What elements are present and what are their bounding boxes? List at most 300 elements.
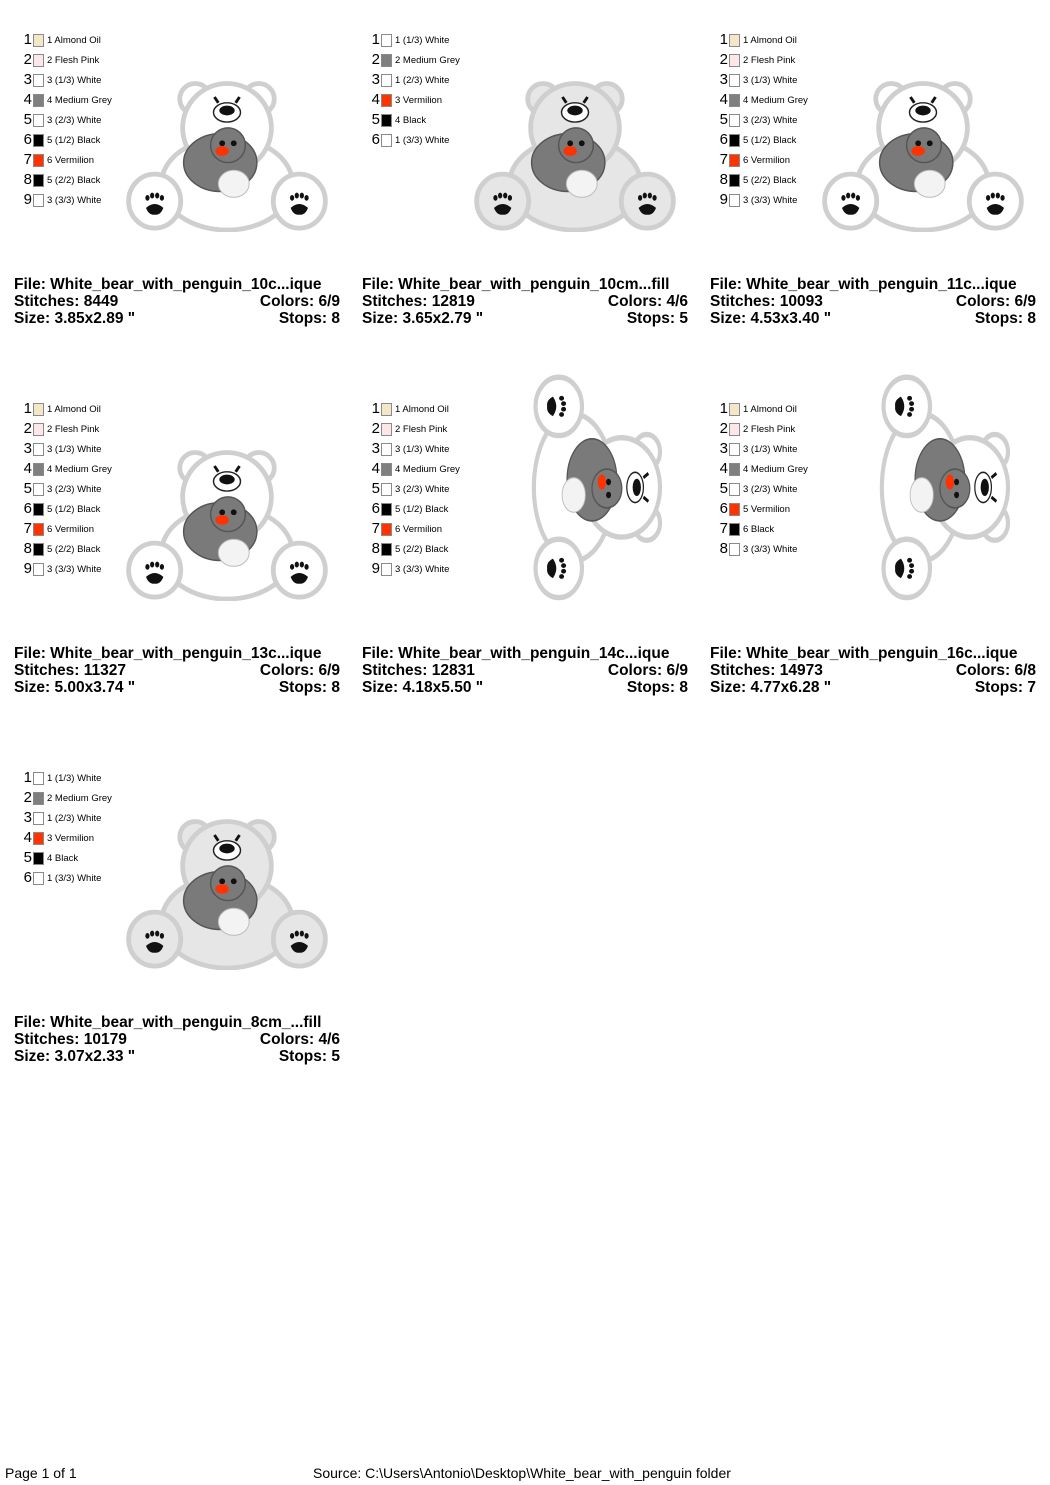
palette-index: 8 (23, 540, 32, 557)
bear-foot-left (477, 174, 529, 228)
color-swatch (729, 543, 740, 556)
thread-name: 1 Almond Oil (743, 403, 797, 415)
palette-row (366, 539, 460, 559)
stitch-count: Stitches: 12819 (362, 293, 475, 310)
thread-name: 1 Almond Oil (743, 34, 797, 46)
bear-penguin-design (129, 822, 326, 969)
thread-name: 3 (1/3) White (395, 443, 450, 455)
thread-name: 3 (2/3) White (47, 483, 102, 495)
color-count: Colors: 6/9 (607, 662, 688, 679)
penguin-belly (218, 170, 249, 197)
color-swatch (33, 483, 44, 496)
thread-name: 5 (1/2) Black (395, 503, 449, 515)
color-count: Colors: 6/9 (259, 662, 340, 679)
thread-name: 1 (1/3) White (47, 772, 102, 784)
palette-row (714, 419, 808, 439)
file-name: File: White_bear_with_penguin_8cm_...fill (14, 1014, 322, 1031)
palette-index: 1 (23, 769, 32, 786)
design-card (710, 399, 1040, 729)
design-card (14, 30, 344, 360)
color-swatch (33, 543, 44, 556)
palette-row (366, 50, 460, 70)
palette-index: 2 (371, 420, 380, 437)
thread-name: 2 Flesh Pink (47, 423, 100, 435)
palette-index: 2 (719, 51, 728, 68)
thread-name: 3 (3/3) White (47, 194, 102, 206)
color-swatch (381, 34, 392, 47)
thread-name: 5 Vermilion (743, 503, 790, 515)
palette-row (714, 439, 808, 459)
color-swatch (729, 34, 740, 47)
thread-name: 3 (1/3) White (743, 443, 798, 455)
palette-index: 7 (23, 151, 32, 168)
color-palette (18, 768, 112, 888)
thread-name: 1 Almond Oil (47, 403, 101, 415)
palette-row (714, 170, 808, 190)
palette-index: 6 (23, 131, 32, 148)
stitch-count: Stitches: 12831 (362, 662, 475, 679)
thread-name: 3 (2/3) White (743, 483, 798, 495)
thread-name: 2 Flesh Pink (743, 54, 796, 66)
palette-row (18, 190, 112, 210)
palette-index: 1 (719, 31, 728, 48)
palette-index: 6 (719, 500, 728, 517)
palette-row (714, 539, 808, 559)
thread-name: 3 (1/3) White (743, 74, 798, 86)
palette-index: 5 (371, 480, 380, 497)
thread-name: 1 (2/3) White (395, 74, 450, 86)
color-swatch (33, 94, 44, 107)
palette-index: 9 (23, 560, 32, 577)
design-info (14, 1014, 340, 1065)
palette-index: 5 (719, 480, 728, 497)
design-info (362, 645, 688, 696)
design-card (362, 30, 692, 360)
thread-name: 2 Medium Grey (47, 792, 112, 804)
palette-row (714, 150, 808, 170)
color-palette (714, 399, 808, 559)
color-count: Colors: 4/6 (259, 1031, 340, 1048)
design-size: Size: 4.53x3.40 " (710, 310, 832, 327)
palette-index: 4 (371, 460, 380, 477)
palette-index: 7 (23, 520, 32, 537)
color-palette (366, 30, 460, 150)
thread-name: 5 (1/2) Black (47, 503, 101, 515)
thread-name: 5 (2/2) Black (395, 543, 449, 555)
thread-name: 4 Medium Grey (743, 94, 808, 106)
stop-count: Stops: 5 (626, 310, 688, 327)
palette-index: 9 (23, 191, 32, 208)
palette-row (18, 768, 112, 788)
thread-name: 5 (1/2) Black (743, 134, 797, 146)
palette-row (18, 808, 112, 828)
color-swatch (33, 503, 44, 516)
palette-row (18, 50, 112, 70)
color-swatch (729, 423, 740, 436)
bear-nose (915, 106, 930, 116)
penguin-beak (946, 474, 954, 489)
bear-foot-right (273, 174, 325, 228)
palette-row (366, 399, 460, 419)
design-info (14, 276, 340, 327)
color-swatch (33, 563, 44, 576)
bear-nose (567, 106, 582, 116)
color-swatch (729, 54, 740, 67)
color-swatch (33, 852, 44, 865)
palette-row (714, 50, 808, 70)
color-swatch (33, 463, 44, 476)
palette-index: 2 (23, 420, 32, 437)
thread-name: 5 (1/2) Black (47, 134, 101, 146)
bear-foot-right (621, 174, 673, 228)
stitch-count: Stitches: 10179 (14, 1031, 127, 1048)
color-swatch (729, 74, 740, 87)
bear-penguin-design (534, 377, 660, 597)
palette-index: 6 (371, 131, 380, 148)
thread-name: 3 (2/3) White (47, 114, 102, 126)
palette-index: 1 (371, 400, 380, 417)
palette-index: 5 (23, 111, 32, 128)
color-swatch (381, 403, 392, 416)
thread-name: 6 Vermilion (47, 154, 94, 166)
stop-count: Stops: 8 (278, 310, 340, 327)
thread-name: 4 Medium Grey (743, 463, 808, 475)
palette-index: 4 (23, 460, 32, 477)
design-info (710, 276, 1036, 327)
palette-row (714, 519, 808, 539)
palette-index: 4 (23, 829, 32, 846)
thread-name: 2 Medium Grey (395, 54, 460, 66)
palette-row (366, 499, 460, 519)
palette-index: 4 (719, 91, 728, 108)
thread-name: 1 (3/3) White (47, 872, 102, 884)
color-palette (18, 399, 112, 579)
design-preview (470, 70, 680, 232)
palette-row (18, 130, 112, 150)
color-swatch (381, 523, 392, 536)
palette-index: 8 (719, 540, 728, 557)
color-swatch (729, 154, 740, 167)
palette-index: 2 (719, 420, 728, 437)
penguin-belly (562, 478, 585, 513)
penguin-beak (563, 146, 577, 156)
color-palette (366, 399, 460, 579)
color-swatch (33, 154, 44, 167)
color-palette (18, 30, 112, 210)
thread-name: 3 Vermilion (395, 94, 442, 106)
palette-row (366, 110, 460, 130)
color-swatch (381, 54, 392, 67)
thread-name: 6 Vermilion (47, 523, 94, 535)
palette-index: 6 (23, 500, 32, 517)
thread-name: 2 Flesh Pink (395, 423, 448, 435)
color-swatch (729, 443, 740, 456)
file-name: File: White_bear_with_penguin_16c...ique (710, 645, 1018, 662)
thread-name: 1 (3/3) White (395, 134, 450, 146)
palette-index: 6 (23, 869, 32, 886)
palette-row (18, 399, 112, 419)
penguin-beak (215, 515, 229, 525)
bear-foot-right (273, 912, 325, 966)
thread-name: 3 (3/3) White (47, 563, 102, 575)
stitch-count: Stitches: 14973 (710, 662, 823, 679)
design-preview (487, 369, 667, 605)
thread-name: 3 (1/3) White (47, 443, 102, 455)
palette-row (18, 539, 112, 559)
color-swatch (729, 483, 740, 496)
color-swatch (33, 194, 44, 207)
bear-foot-left (536, 377, 582, 435)
file-name: File: White_bear_with_penguin_10c...ique (14, 276, 322, 293)
bear-foot-left (825, 174, 877, 228)
bear-nose (219, 844, 234, 854)
color-swatch (381, 563, 392, 576)
design-size: Size: 4.18x5.50 " (362, 679, 484, 696)
palette-row (366, 559, 460, 579)
page-number: Page 1 of 1 (5, 1465, 77, 1481)
color-swatch (381, 463, 392, 476)
palette-row (714, 479, 808, 499)
palette-index: 3 (719, 71, 728, 88)
palette-row (18, 848, 112, 868)
thread-name: 3 (3/3) White (743, 543, 798, 555)
palette-row (366, 130, 460, 150)
design-card (362, 399, 692, 729)
palette-row (714, 110, 808, 130)
color-count: Colors: 6/9 (955, 293, 1036, 310)
palette-row (18, 868, 112, 888)
thread-name: 2 Flesh Pink (743, 423, 796, 435)
palette-index: 7 (719, 151, 728, 168)
color-swatch (381, 423, 392, 436)
palette-row (18, 170, 112, 190)
color-swatch (381, 74, 392, 87)
bear-foot-left (129, 174, 181, 228)
thread-name: 4 Medium Grey (47, 94, 112, 106)
bear-nose (633, 479, 641, 496)
color-swatch (729, 523, 740, 536)
palette-row (18, 70, 112, 90)
palette-index: 9 (719, 191, 728, 208)
bear-nose (219, 106, 234, 116)
palette-index: 4 (719, 460, 728, 477)
color-swatch (381, 94, 392, 107)
palette-row (366, 70, 460, 90)
design-preview (122, 808, 332, 970)
thread-name: 3 (3/3) White (743, 194, 798, 206)
thread-name: 3 (2/3) White (395, 483, 450, 495)
bear-foot-right (884, 539, 930, 597)
color-swatch (33, 812, 44, 825)
color-swatch (33, 423, 44, 436)
stitch-count: Stitches: 8449 (14, 293, 119, 310)
thread-name: 1 (1/3) White (395, 34, 450, 46)
palette-row (18, 419, 112, 439)
color-count: Colors: 6/9 (259, 293, 340, 310)
thread-name: 6 Vermilion (395, 523, 442, 535)
design-size: Size: 3.85x2.89 " (14, 310, 136, 327)
palette-index: 3 (371, 440, 380, 457)
palette-index: 3 (23, 809, 32, 826)
color-swatch (381, 483, 392, 496)
stop-count: Stops: 8 (278, 679, 340, 696)
thread-name: 1 Almond Oil (395, 403, 449, 415)
color-swatch (381, 443, 392, 456)
palette-row (714, 70, 808, 90)
palette-index: 8 (719, 171, 728, 188)
thread-name: 5 (2/2) Black (743, 174, 797, 186)
palette-row (18, 479, 112, 499)
penguin-belly (566, 170, 597, 197)
design-preview (122, 70, 332, 232)
palette-row (18, 828, 112, 848)
thread-name: 4 Black (395, 114, 427, 126)
palette-row (18, 499, 112, 519)
palette-row (18, 519, 112, 539)
palette-index: 1 (23, 31, 32, 48)
color-swatch (33, 772, 44, 785)
bear-penguin-design (129, 453, 326, 600)
color-swatch (33, 134, 44, 147)
color-swatch (381, 543, 392, 556)
palette-index: 3 (371, 71, 380, 88)
color-swatch (33, 872, 44, 885)
palette-index: 6 (371, 500, 380, 517)
design-card (710, 30, 1040, 360)
thread-name: 3 (2/3) White (743, 114, 798, 126)
design-size: Size: 3.65x2.79 " (362, 310, 484, 327)
color-swatch (33, 114, 44, 127)
palette-row (366, 419, 460, 439)
thread-name: 5 (2/2) Black (47, 174, 101, 186)
palette-index: 1 (719, 400, 728, 417)
palette-row (714, 399, 808, 419)
color-palette (714, 30, 808, 210)
palette-index: 5 (719, 111, 728, 128)
bear-foot-left (884, 377, 930, 435)
color-swatch (729, 174, 740, 187)
design-size: Size: 5.00x3.74 " (14, 679, 136, 696)
color-swatch (33, 523, 44, 536)
color-swatch (33, 74, 44, 87)
design-info (710, 645, 1036, 696)
palette-index: 3 (23, 71, 32, 88)
source-path: Source: C:\Users\Antonio\Desktop\White_bear_with_penguin folder (313, 1465, 731, 1481)
bear-foot-left (129, 912, 181, 966)
palette-row (18, 30, 112, 50)
color-swatch (729, 503, 740, 516)
thread-name: 6 Vermilion (743, 154, 790, 166)
thread-name: 3 (1/3) White (47, 74, 102, 86)
stop-count: Stops: 5 (278, 1048, 340, 1065)
penguin-beak (215, 884, 229, 894)
design-card (14, 768, 344, 1098)
bear-penguin-design (882, 377, 1008, 597)
design-preview (835, 369, 1015, 605)
palette-row (18, 559, 112, 579)
palette-index: 5 (23, 849, 32, 866)
color-count: Colors: 6/8 (955, 662, 1036, 679)
palette-row (366, 519, 460, 539)
palette-row (18, 110, 112, 130)
palette-index: 8 (23, 171, 32, 188)
penguin-belly (218, 539, 249, 566)
thread-name: 2 Flesh Pink (47, 54, 100, 66)
design-size: Size: 4.77x6.28 " (710, 679, 832, 696)
palette-index: 2 (371, 51, 380, 68)
thread-name: 1 (2/3) White (47, 812, 102, 824)
palette-row (18, 90, 112, 110)
thread-name: 4 Medium Grey (47, 463, 112, 475)
penguin-beak (215, 146, 229, 156)
file-name: File: White_bear_with_penguin_14c...ique (362, 645, 670, 662)
thread-name: 6 Black (743, 523, 775, 535)
palette-row (18, 459, 112, 479)
color-swatch (729, 94, 740, 107)
thread-name: 5 (2/2) Black (47, 543, 101, 555)
palette-index: 8 (371, 540, 380, 557)
bear-foot-left (129, 543, 181, 597)
thread-name: 4 Black (47, 852, 79, 864)
palette-index: 9 (371, 560, 380, 577)
stitch-count: Stitches: 11327 (14, 662, 127, 679)
palette-row (714, 459, 808, 479)
color-swatch (33, 174, 44, 187)
palette-row (714, 30, 808, 50)
palette-row (366, 90, 460, 110)
palette-row (366, 459, 460, 479)
palette-index: 2 (23, 51, 32, 68)
file-name: File: White_bear_with_penguin_13c...ique (14, 645, 322, 662)
palette-index: 1 (371, 31, 380, 48)
palette-row (18, 150, 112, 170)
color-swatch (729, 114, 740, 127)
color-swatch (381, 503, 392, 516)
palette-row (366, 479, 460, 499)
thread-name: 3 (3/3) White (395, 563, 450, 575)
penguin-belly (914, 170, 945, 197)
stitch-count: Stitches: 10093 (710, 293, 823, 310)
palette-index: 1 (23, 400, 32, 417)
palette-index: 6 (719, 131, 728, 148)
color-swatch (381, 134, 392, 147)
design-info (14, 645, 340, 696)
design-preview (122, 439, 332, 601)
color-swatch (729, 403, 740, 416)
color-count: Colors: 4/6 (607, 293, 688, 310)
thread-name: 1 Almond Oil (47, 34, 101, 46)
palette-row (714, 499, 808, 519)
bear-foot-right (536, 539, 582, 597)
bear-nose (219, 475, 234, 485)
bear-foot-right (969, 174, 1021, 228)
file-name: File: White_bear_with_penguin_11c...ique (710, 276, 1017, 293)
palette-index: 7 (719, 520, 728, 537)
file-name: File: White_bear_with_penguin_10cm...fill (362, 276, 670, 293)
color-swatch (33, 54, 44, 67)
bear-penguin-design (477, 84, 674, 231)
color-swatch (33, 34, 44, 47)
thread-name: 4 Medium Grey (395, 463, 460, 475)
palette-row (18, 439, 112, 459)
design-preview (818, 70, 1028, 232)
design-size: Size: 3.07x2.33 " (14, 1048, 136, 1065)
color-swatch (33, 792, 44, 805)
color-swatch (729, 194, 740, 207)
bear-penguin-design (825, 84, 1022, 231)
palette-index: 5 (371, 111, 380, 128)
palette-index: 7 (371, 520, 380, 537)
